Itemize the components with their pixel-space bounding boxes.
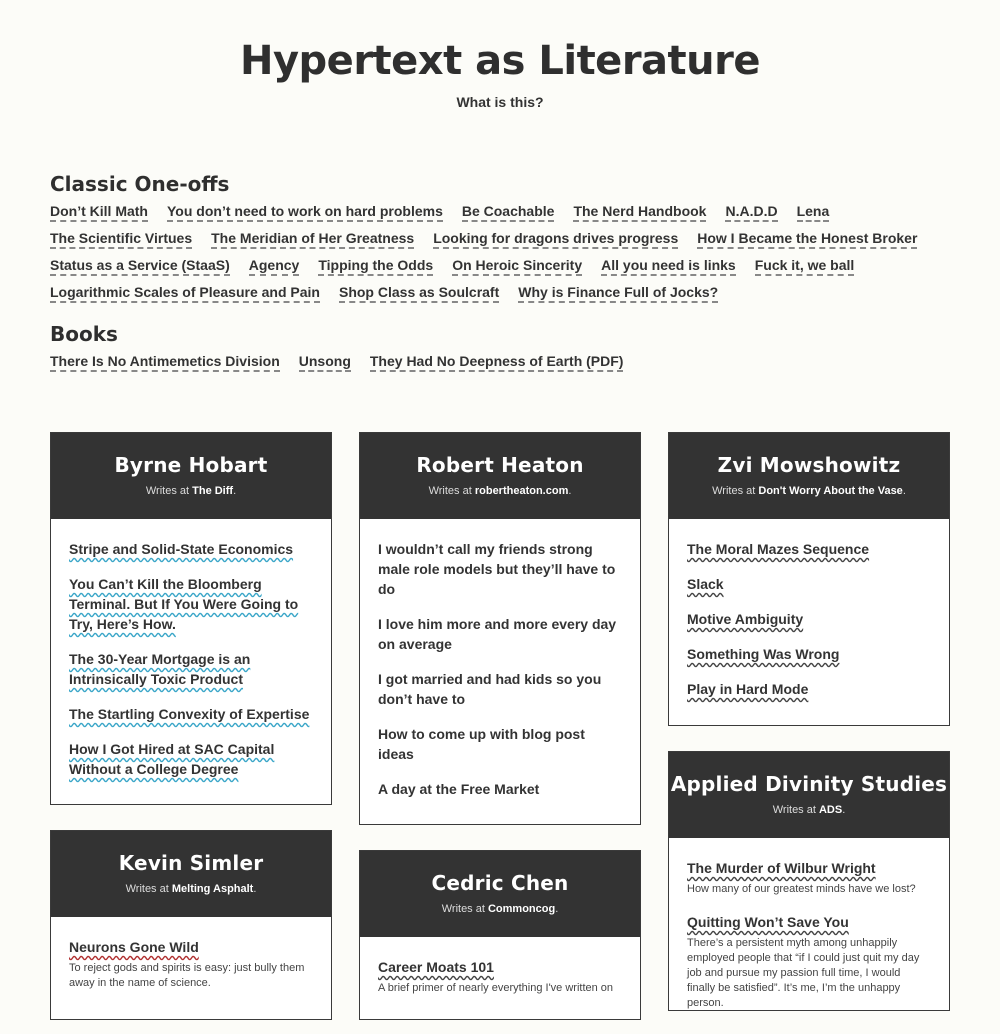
site-link[interactable]: The Diff (192, 485, 234, 497)
classic-link[interactable]: The Scientific Virtues (50, 229, 192, 249)
post-link[interactable]: How I Got Hired at SAC Capital Without a College Degree (69, 741, 275, 777)
classic-link[interactable]: The Nerd Handbook (573, 202, 706, 222)
books-links (50, 352, 950, 379)
author-name: Robert Heaton (416, 453, 584, 477)
classic-link[interactable]: Tipping the Odds (318, 256, 433, 276)
author-site: Writes at The Diff. (145, 485, 237, 497)
book-link[interactable]: They Had No Deepness of Earth (PDF) (370, 352, 624, 372)
post-link[interactable]: How to come up with blog post ideas (378, 726, 585, 762)
classic-link[interactable]: Fuck it, we ball (755, 256, 855, 276)
author-card-kevin-simler (50, 830, 332, 1020)
site-header (0, 0, 1000, 112)
post-description: To reject gods and spirits is easy: just bully them away in the name of science. (69, 962, 305, 989)
card-posts (360, 937, 640, 1019)
books-heading: Books (50, 322, 118, 346)
site-link[interactable]: ADS (818, 804, 843, 816)
post-link[interactable]: Neurons Gone Wild To reject gods and spirits is easy: just bully them away in the name of science. (69, 937, 313, 991)
card-posts (51, 519, 331, 802)
classic-link[interactable]: Shop Class as Soulcraft (339, 283, 499, 303)
classic-section (50, 172, 950, 310)
classic-link[interactable]: On Heroic Sincerity (452, 256, 582, 276)
card-header (669, 433, 949, 519)
post-link[interactable]: I love him more and more every day on average (378, 616, 617, 652)
author-site: Writes at Melting Asphalt. (125, 883, 257, 895)
author-card-byrne-hobart (50, 432, 332, 805)
classic-link[interactable]: All you need is links (601, 256, 736, 276)
author-card-cedric-chen (359, 850, 641, 1020)
post-link[interactable]: Career Moats 101 A brief primer of nearly everything I've written on (378, 957, 622, 996)
post-link[interactable]: I got married and had kids so you don’t have to (378, 671, 602, 707)
site-link[interactable]: Melting Asphalt (171, 883, 254, 895)
post-link[interactable]: The Startling Convexity of Expertise (69, 706, 310, 722)
author-name: Cedric Chen (431, 871, 569, 895)
card-header (51, 831, 331, 917)
card-header (360, 851, 640, 937)
author-site: Writes at robertheaton.com. (428, 485, 572, 497)
author-site: Writes at Don't Worry About the Vase. (712, 485, 906, 497)
post-link[interactable]: The Murder of Wilbur Wright How many of our greatest minds have we lost? (687, 858, 931, 897)
author-site: Writes at ADS. (772, 804, 846, 816)
card-posts (51, 917, 331, 1014)
card-posts (669, 519, 949, 722)
book-link[interactable]: Unsong (299, 352, 351, 372)
post-link[interactable]: A day at the Free Market (378, 781, 540, 797)
card-header (51, 433, 331, 519)
site-title: Hypertext as Literature (240, 38, 760, 84)
classic-link[interactable]: N.A.D.D (725, 202, 777, 222)
post-link[interactable]: The 30-Year Mortgage is an Intrinsically Toxic Product (69, 651, 251, 687)
classic-link[interactable]: Why is Finance Full of Jocks? (518, 283, 718, 303)
card-posts (669, 838, 949, 1034)
classic-link[interactable]: Be Coachable (462, 202, 555, 222)
post-description: There’s a persistent myth among unhappily employed people that “if I could just quit my day job and pursue my passion full time, I would finally be satisfied”. It’s me, I’m the unhappy person. (687, 937, 920, 1009)
classic-link[interactable]: The Meridian of Her Greatness (211, 229, 414, 249)
post-link[interactable]: Slack (687, 576, 724, 592)
author-site: Writes at Commoncog. (441, 903, 559, 915)
classic-link[interactable]: Don’t Kill Math (50, 202, 148, 222)
post-description: A brief primer of nearly everything I've written on (378, 982, 614, 994)
author-name: Zvi Mowshowitz (717, 453, 901, 477)
author-name: Applied Divinity Studies (670, 772, 948, 796)
post-link[interactable]: You Can’t Kill the Bloomberg Terminal. But If You Were Going to Try, Here’s How. (69, 576, 299, 632)
post-link[interactable]: Stripe and Solid-State Economics (69, 541, 294, 557)
about-link[interactable]: What is this? (456, 94, 544, 110)
author-name: Byrne Hobart (114, 453, 268, 477)
site-link[interactable]: Don't Worry About the Vase (758, 485, 903, 497)
post-link[interactable]: The Moral Mazes Sequence (687, 541, 870, 557)
classic-heading: Classic One-offs (50, 172, 230, 196)
books-section (50, 322, 950, 379)
post-description: How many of our greatest minds have we lost? (687, 883, 916, 895)
classic-link[interactable]: How I Became the Honest Broker (697, 229, 917, 249)
post-link[interactable]: Something Was Wrong (687, 646, 840, 662)
classic-link[interactable]: You don’t need to work on hard problems (167, 202, 443, 222)
author-name: Kevin Simler (118, 851, 264, 875)
card-posts (360, 519, 640, 822)
classic-link[interactable]: Agency (249, 256, 300, 276)
post-link[interactable]: Motive Ambiguity (687, 611, 804, 627)
site-link[interactable]: Commoncog (487, 903, 556, 915)
card-header (360, 433, 640, 519)
classic-link[interactable]: Looking for dragons drives progress (433, 229, 678, 249)
classic-link[interactable]: Status as a Service (StaaS) (50, 256, 230, 276)
author-card-robert-heaton (359, 432, 641, 825)
author-card-applied-divinity-studies (668, 751, 950, 1011)
card-header (669, 752, 949, 838)
classic-link[interactable]: Logarithmic Scales of Pleasure and Pain (50, 283, 320, 303)
post-link[interactable]: Quitting Won’t Save You There’s a persistent myth among unhappily employed people that “if I could just quit my day job and pursue my passion full time, I would finally be satisfied”. It’s me, I’m the unhappy person. (687, 912, 931, 1011)
site-link[interactable]: robertheaton.com (474, 485, 569, 497)
post-link[interactable]: Play in Hard Mode (687, 681, 809, 697)
book-link[interactable]: There Is No Antimemetics Division (50, 352, 280, 372)
classic-link[interactable]: Lena (797, 202, 830, 222)
classic-links (50, 202, 950, 310)
author-card-zvi-mowshowitz (668, 432, 950, 726)
post-link[interactable]: I wouldn’t call my friends strong male role models but they’ll have to do (378, 541, 616, 597)
